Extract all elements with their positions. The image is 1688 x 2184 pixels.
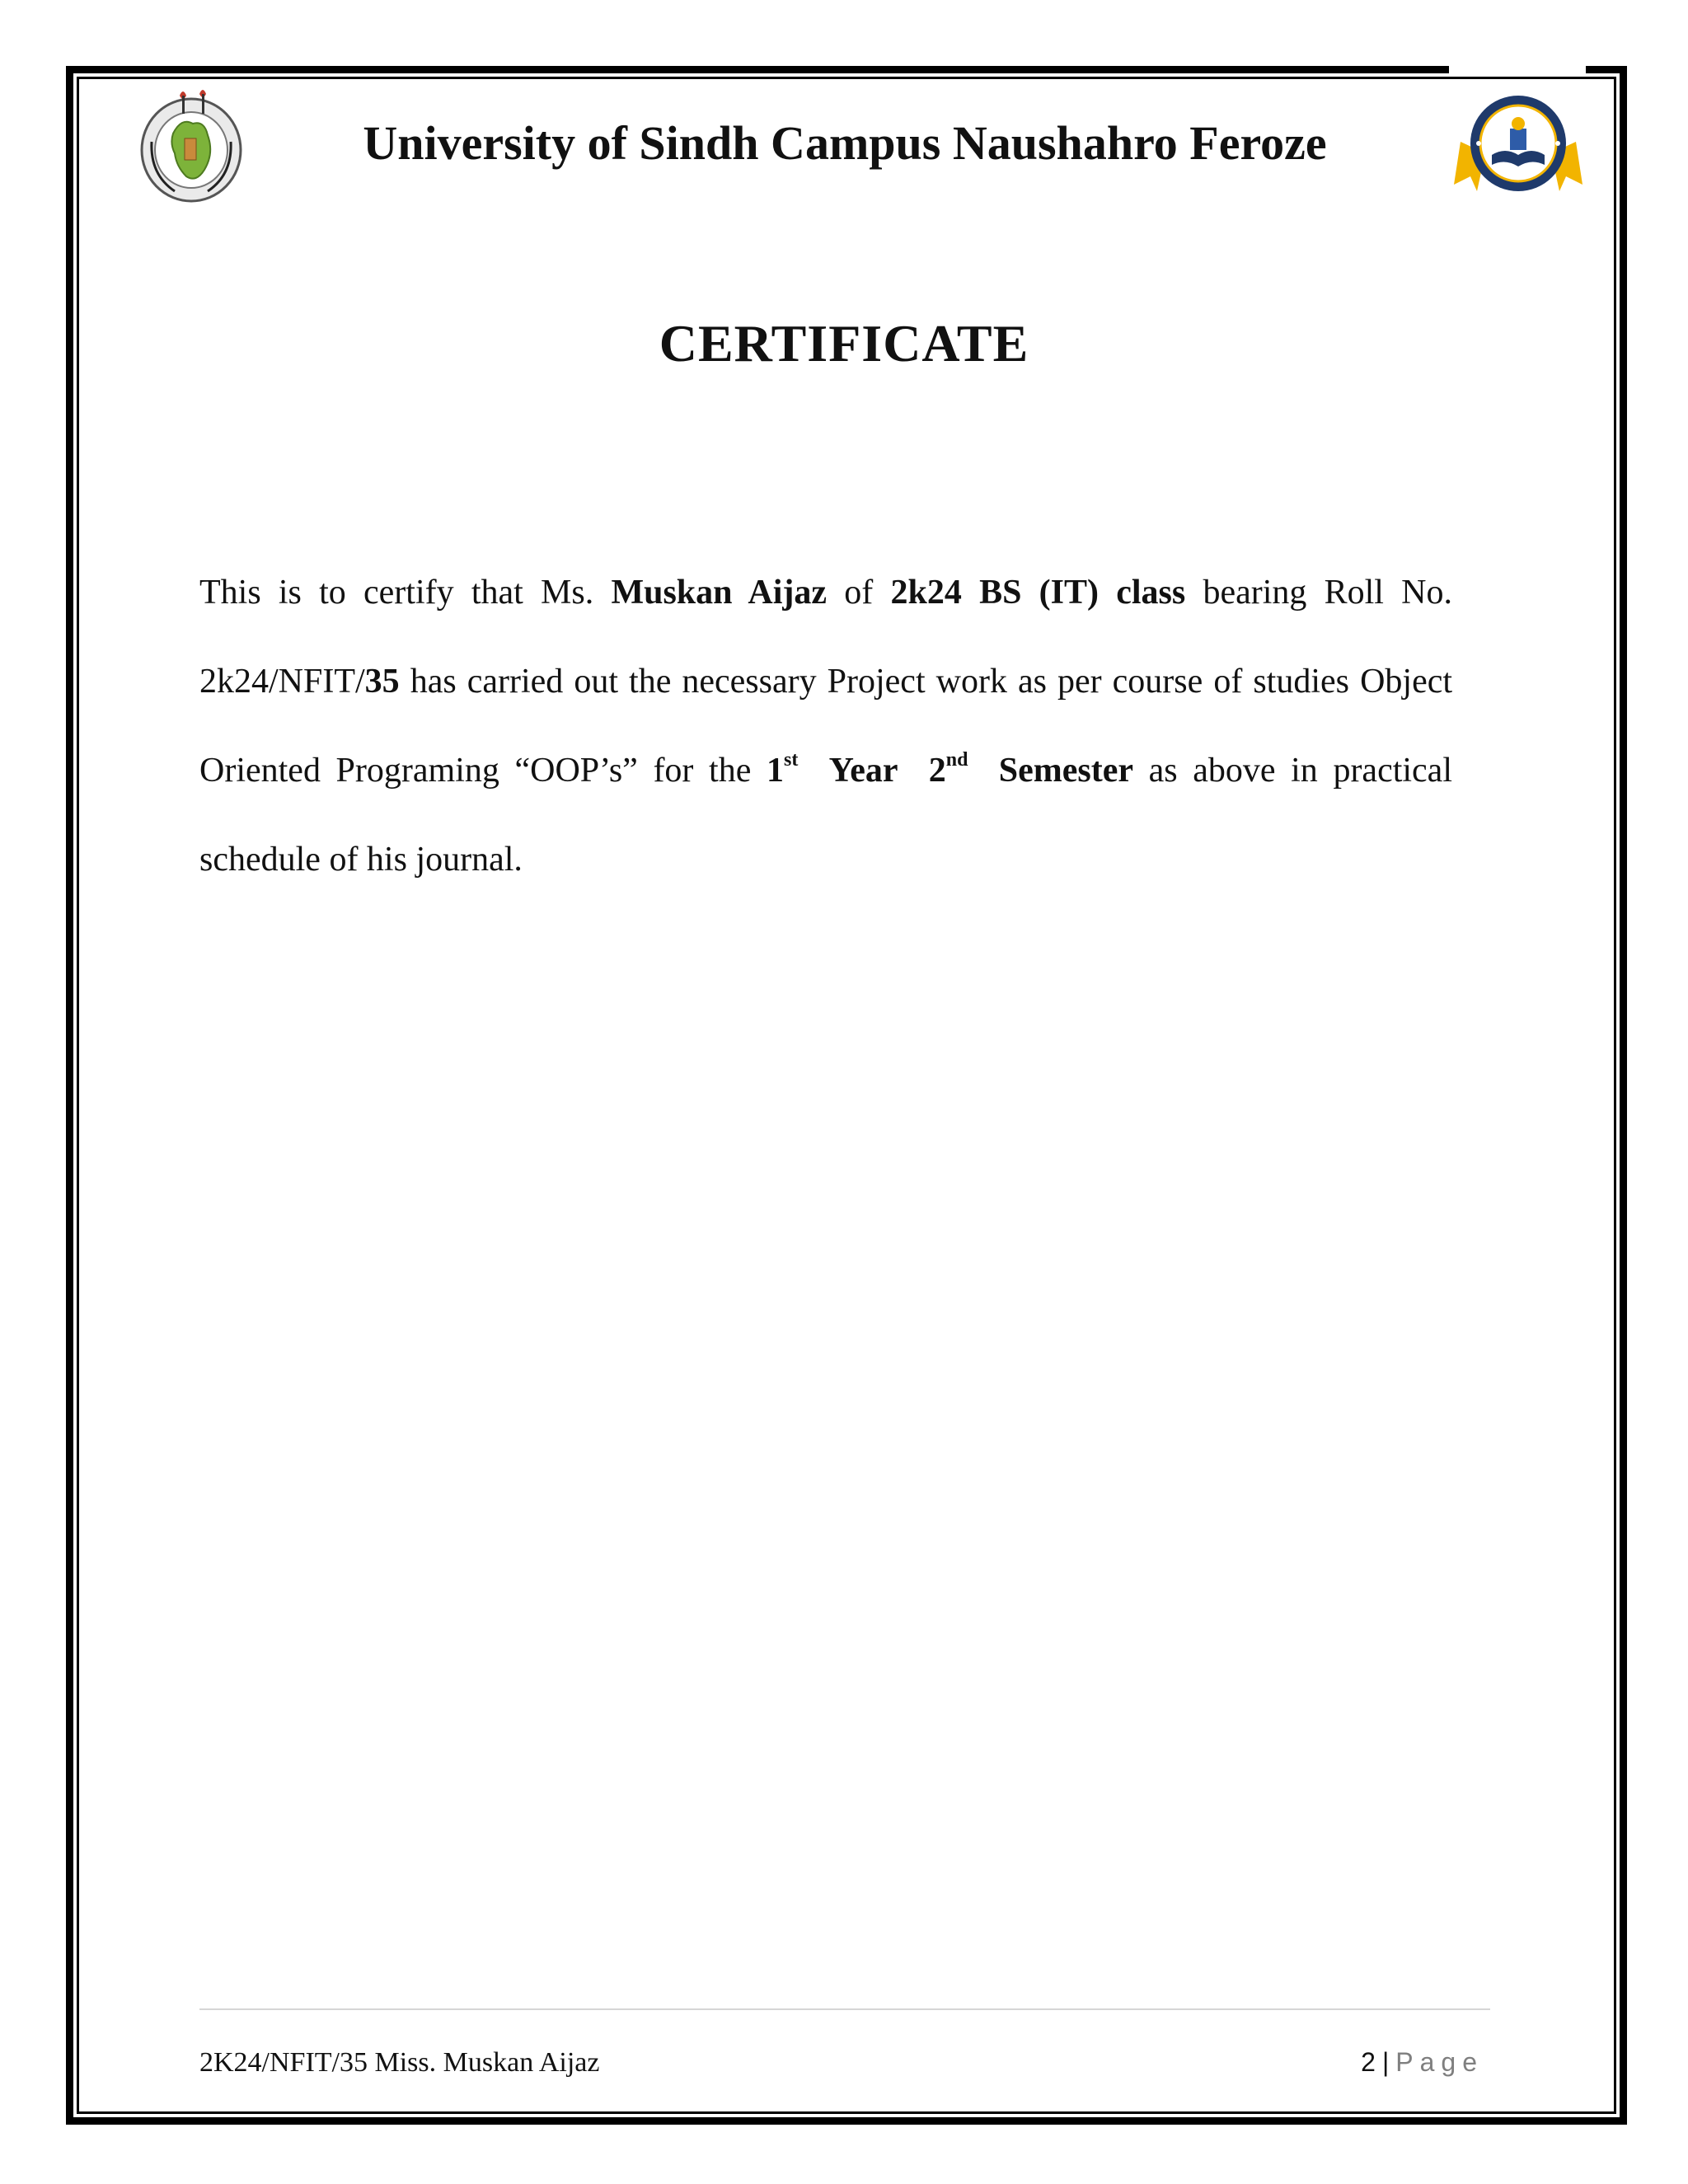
roll-number: 35 [364,663,400,701]
body-text: practical schedule of his journal. [199,752,1452,879]
certificate-body [199,548,1452,904]
year-word: Year [828,752,898,790]
year-suffix: st [783,749,799,771]
university-title: University of Sindh Campus Naushahro Feroze [363,116,1327,170]
body-text: This is to certify that Ms. [199,574,612,612]
year-number: 1 [766,752,784,790]
body-text: bearing Roll No. [1185,574,1453,612]
certificate-title: CERTIFICATE [659,314,1029,373]
body-text: has carried out the necessary Project work as per course of studies [399,663,1350,701]
page-number: 2 [1361,2047,1376,2077]
border-corner-gap [1449,64,1586,76]
semester-word: Semester [998,752,1133,790]
campus-naushahro-feroze-logo [1452,92,1584,198]
student-name: Muskan Aijaz [611,574,828,612]
footer-page-indicator [1361,2047,1484,2078]
footer-divider [199,2008,1490,2010]
page-separator: | [1381,2047,1390,2077]
body-text: as above in [1133,752,1318,790]
semester-suffix: nd [945,749,968,771]
body-text: Object Oriented Programing “OOP’s” for the [199,663,1453,790]
page-word: Page [1395,2047,1484,2077]
roll-prefix: 2k24/NFIT/ [199,663,365,701]
footer-student-id: 2K24/NFIT/35 Miss. Muskan Aijaz [199,2047,600,2078]
body-text: of [827,574,891,612]
class-name: 2k24 BS (IT) class [890,574,1186,612]
page-border-inner [77,77,1616,2114]
semester-number: 2 [928,752,946,790]
university-of-sindh-logo [138,84,244,206]
